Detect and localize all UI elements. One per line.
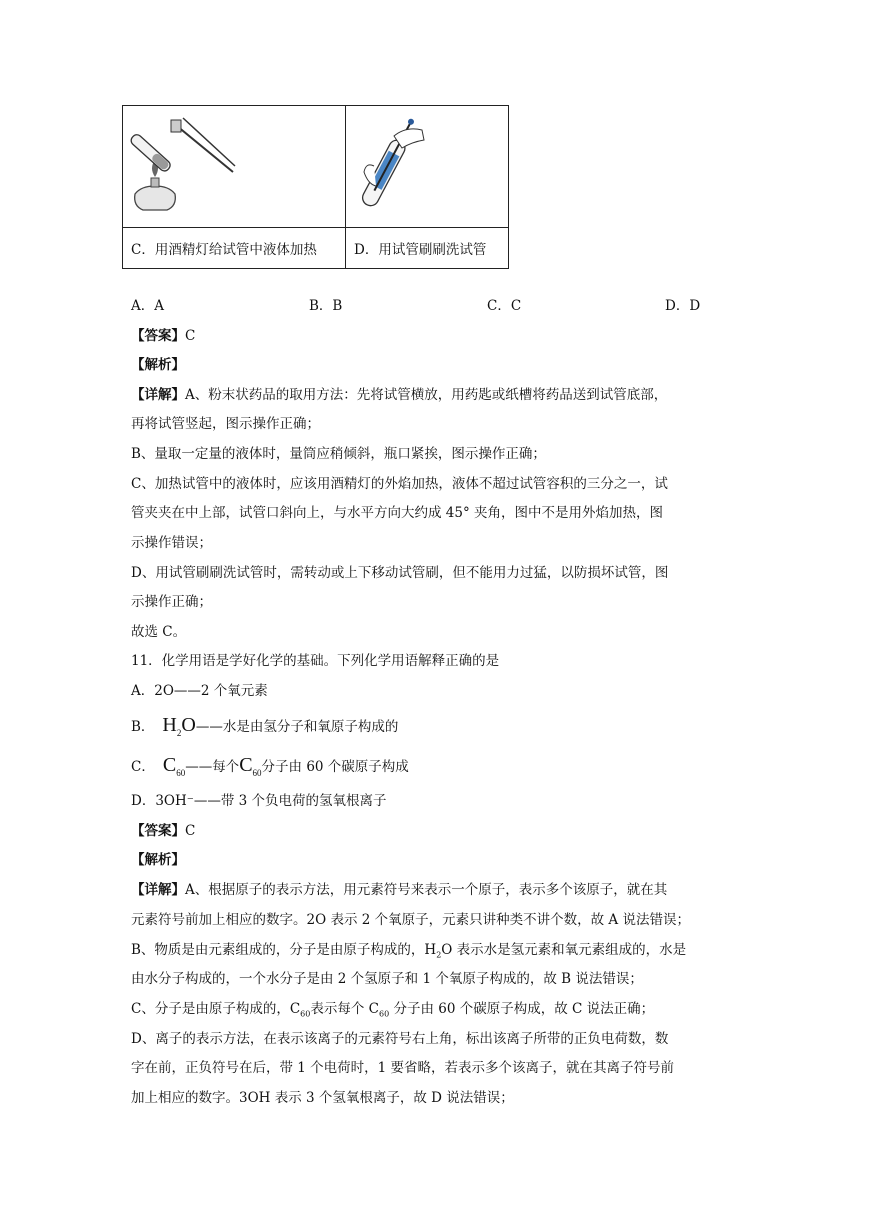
q11-detail-d-3: 加上相应的数字。3OH 表示 3 个氢氧根离子，故 D 说法错误； — [131, 1090, 514, 1106]
q10-detail-a-1: 【详解】A、粉末状药品的取用方法：先将试管横放，用药匙或纸槽将药品送到试管底部， — [131, 387, 668, 403]
q11-detail-c: C、分子是由原子构成的，$C_{60}$表示每个 $C_{60}$ 分子由 60 个碳原子构成，故 C 说法正确； — [131, 1001, 655, 1019]
q11-detail-d-2: 字在前，正负符号在后，带 1 个电荷时，1 要省略，若表示多个该离子，就在其离子符号前 — [131, 1060, 675, 1076]
q11-answer: 【答案】C — [131, 823, 196, 839]
q11-analysis-label: 【解析】 — [131, 852, 185, 868]
figure-table — [122, 105, 509, 269]
option-a: A．A — [131, 298, 164, 314]
q11-detail-b-1: B、物质是由元素组成的，分子是由原子构成的，$H_2O$ 表示水是氢元素和氧元素组成的，水是 — [131, 942, 687, 960]
test-tube-brush-image — [346, 106, 508, 223]
q10-detail-d-1: D、用试管刷刷洗试管时，需转动或上下移动试管刷，但不能用力过猛，以防损坏试管，图 — [131, 565, 669, 581]
q10-detail-b: B、量取一定量的液体时，量筒应稍倾斜，瓶口紧挨，图示操作正确； — [131, 446, 546, 462]
q10-answer — [131, 326, 195, 346]
q11-option-c: C． $C_{60}——$每个$C_{60}$分子由 60 个碳原子构成 — [131, 754, 409, 778]
q10-options — [131, 296, 700, 316]
alcohol-lamp-heating-image — [123, 106, 345, 223]
q11-option-b: B． $H_2O——$水是由氢分子和氧原子构成的 — [131, 714, 399, 738]
q10-detail-d-2: 示操作正确； — [131, 594, 212, 610]
q10-analysis-label: 【解析】 — [131, 357, 185, 373]
q10-detail-a-2: 再将试管竖起，图示操作正确； — [131, 416, 320, 432]
q10-detail-c-1: C、加热试管中的液体时，应该用酒精灯的外焰加热，液体不超过试管容积的三分之一，试 — [131, 476, 668, 492]
q10-conclusion: 故选 C。 — [131, 624, 187, 640]
figure-c-caption: C．用酒精灯给试管中液体加热 — [123, 228, 346, 269]
figure-d-caption: D．用试管刷刷洗试管 — [346, 228, 509, 269]
answer-label: 【答案】 — [131, 328, 185, 344]
q11-detail-a-2: 元素符号前加上相应的数字。2O 表示 2 个氧原子，元素只讲种类不讲个数，故 A 说法错误； — [131, 912, 690, 928]
option-d: D．D — [665, 298, 701, 314]
option-b: B．B — [309, 298, 343, 314]
q10-detail-c-2: 管夹夹在中上部，试管口斜向上，与水平方向大约成 45° 夹角，图中不是用外焰加热，图 — [131, 505, 664, 521]
q11-detail-b-2: 由水分子构成的，一个水分子是由 2 个氢原子和 1 个氧原子构成的，故 B 说法错误； — [131, 971, 643, 987]
option-c: C．C — [487, 298, 522, 314]
q11-option-a: A．2O——2 个氧元素 — [131, 683, 268, 699]
figure-d-cell — [346, 106, 509, 228]
q11-stem: 11．化学用语是学好化学的基础。下列化学用语解释正确的是 — [131, 653, 500, 669]
q11-detail-a-1: 【详解】A、根据原子的表示方法，用元素符号来表示一个原子，表示多个该原子，就在其 — [131, 882, 668, 898]
figure-c-cell — [123, 106, 346, 228]
q11-option-d: D．3OH⁻——带 3 个负电荷的氢氧根离子 — [131, 793, 387, 809]
q11-detail-d-1: D、离子的表示方法，在表示该离子的元素符号右上角，标出该离子所带的正负电荷数，数 — [131, 1031, 669, 1047]
q10-detail-c-3: 示操作错误； — [131, 535, 212, 551]
answer-value: C — [185, 328, 196, 344]
